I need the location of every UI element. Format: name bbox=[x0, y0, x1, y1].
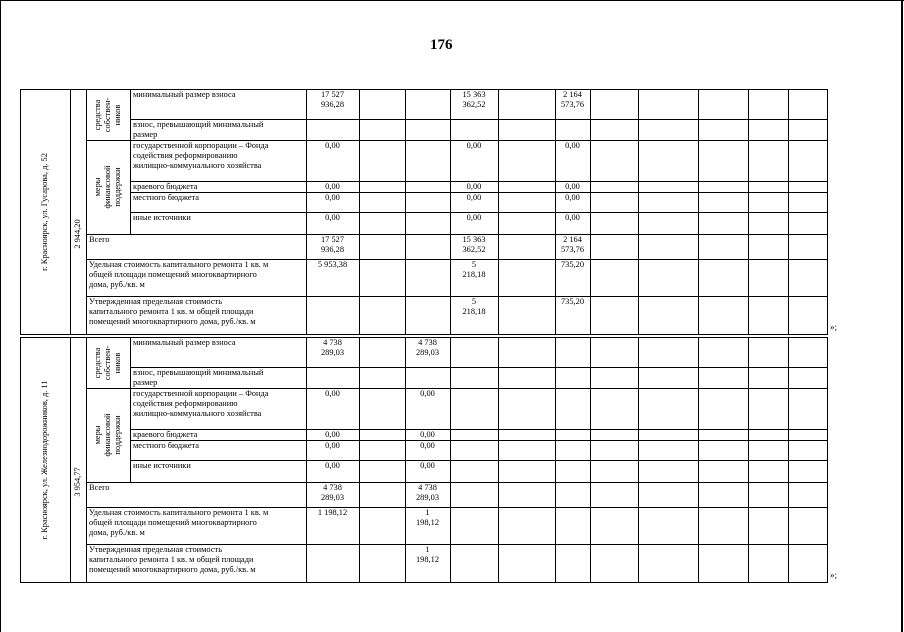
value-cell-line: 936,28 bbox=[320, 100, 345, 109]
row-label bbox=[133, 90, 236, 100]
row-label bbox=[133, 182, 198, 192]
row-label bbox=[133, 389, 268, 419]
value-cell-line: 1 bbox=[425, 508, 430, 517]
value-cell bbox=[555, 141, 590, 151]
value-cell bbox=[306, 389, 359, 399]
value-cell-line: 0,00 bbox=[325, 141, 340, 150]
value-cell bbox=[306, 483, 359, 503]
value-cell-line: 0,00 bbox=[325, 441, 340, 450]
row-label-line: минимальный размер взноса bbox=[133, 338, 236, 347]
value-cell-line: 0,00 bbox=[466, 193, 482, 202]
row-separator bbox=[86, 482, 827, 483]
value-cell-line: 5 bbox=[471, 297, 477, 306]
value-cell-line: 573,76 bbox=[560, 245, 585, 254]
row-label-line: государственной корпорации – Фонда bbox=[133, 389, 269, 398]
col-line-area bbox=[70, 337, 71, 582]
value-cell bbox=[306, 430, 359, 440]
value-cell-line: 0,00 bbox=[420, 441, 435, 450]
row-label-line: краевого бюджета bbox=[133, 182, 198, 191]
value-cell bbox=[555, 182, 590, 192]
financial-support-group: меры финансовой поддержки bbox=[93, 413, 122, 457]
row-label-line: капитального ремонта 1 кв. м общей площади bbox=[89, 307, 254, 316]
row-separator bbox=[130, 440, 827, 441]
row-label-line: государственной корпорации – Фонда bbox=[133, 141, 269, 150]
value-cell-line: 0,00 bbox=[325, 193, 340, 202]
value-cell-line: 362,52 bbox=[462, 100, 486, 109]
value-cell-line: 0,00 bbox=[466, 141, 482, 150]
value-cell-line: 218,18 bbox=[462, 307, 486, 316]
value-cell-line: 2 164 bbox=[563, 90, 582, 99]
row-separator bbox=[130, 460, 827, 461]
value-cell-line: 2 164 bbox=[563, 235, 582, 244]
row-label-line: местного бюджета bbox=[133, 193, 200, 202]
value-cell-line: 198,12 bbox=[415, 555, 440, 564]
value-cell bbox=[450, 182, 498, 192]
row-label bbox=[89, 260, 268, 290]
page-number: 176 bbox=[430, 37, 453, 53]
value-cell-line: 218,18 bbox=[462, 270, 486, 279]
value-cell bbox=[450, 260, 498, 280]
row-label-line: Всего bbox=[89, 483, 110, 492]
value-cell-line: 289,03 bbox=[415, 348, 440, 357]
row-label bbox=[133, 430, 198, 440]
value-cell bbox=[306, 508, 359, 518]
value-cell bbox=[405, 545, 450, 565]
row-label-line: Утвержденная предельная стоимость bbox=[89, 545, 223, 554]
value-cell-line: 0,00 bbox=[420, 389, 435, 398]
row-label-line: содействия реформированию bbox=[133, 151, 238, 160]
row-label bbox=[133, 193, 199, 203]
col-line-area bbox=[70, 89, 71, 334]
row-label bbox=[133, 213, 191, 223]
value-cell-line: 0,00 bbox=[466, 213, 482, 222]
value-cell bbox=[450, 235, 498, 255]
value-cell bbox=[306, 441, 359, 451]
value-cell bbox=[306, 213, 359, 223]
value-cell-line: 15 363 bbox=[462, 235, 486, 244]
value-cell bbox=[405, 508, 450, 528]
value-cell bbox=[306, 193, 359, 203]
value-cell-line: 0,00 bbox=[325, 213, 340, 222]
row-label-line: общей площади помещений многоквартирного bbox=[89, 518, 257, 527]
row-label-line: капитального ремонта 1 кв. м общей площади bbox=[89, 555, 254, 564]
row-label-line: размер bbox=[133, 130, 158, 139]
closing-quote-marker: »; bbox=[830, 322, 838, 332]
value-cell-line: 0,00 bbox=[466, 182, 482, 191]
financial-support-group: меры финансовой поддержки bbox=[93, 165, 122, 209]
value-cell bbox=[405, 461, 450, 471]
value-cell-line: 936,28 bbox=[320, 245, 345, 254]
row-label bbox=[133, 338, 236, 348]
value-cell-line: 4 738 bbox=[323, 338, 342, 347]
value-cell-line: 5 bbox=[471, 260, 477, 269]
col-line-value bbox=[827, 89, 828, 335]
value-cell bbox=[405, 441, 450, 451]
value-cell-line: 198,12 bbox=[415, 518, 440, 527]
building-area: 2 944,20 bbox=[73, 219, 82, 249]
row-label bbox=[89, 297, 256, 327]
value-cell bbox=[555, 297, 590, 307]
value-cell bbox=[306, 90, 359, 110]
value-cell bbox=[555, 90, 590, 110]
row-label-line: дома, руб./кв. м bbox=[89, 280, 145, 289]
row-label-line: иные источники bbox=[133, 213, 191, 222]
value-cell bbox=[306, 260, 359, 270]
value-cell-line: 1 bbox=[425, 545, 430, 554]
value-cell bbox=[306, 461, 359, 471]
row-label bbox=[133, 120, 263, 140]
row-label-line: помещений многоквартирного дома, руб./кв. м bbox=[89, 565, 256, 574]
value-cell-line: 0,00 bbox=[565, 193, 580, 202]
value-cell-line: 0,00 bbox=[565, 182, 580, 191]
value-cell bbox=[555, 213, 590, 223]
col-line-address bbox=[20, 89, 21, 334]
value-cell-line: 0,00 bbox=[420, 461, 435, 470]
value-cell bbox=[306, 182, 359, 192]
row-label-line: Утвержденная предельная стоимость bbox=[89, 297, 223, 306]
row-label-line: минимальный размер взноса bbox=[133, 90, 236, 99]
row-label-line: Всего bbox=[89, 235, 110, 244]
row-label-line: Удельная стоимость капитального ремонта 1 кв. м bbox=[89, 260, 269, 269]
value-cell-line: 0,00 bbox=[325, 389, 340, 398]
row-label-line: размер bbox=[133, 378, 158, 387]
row-label bbox=[89, 235, 110, 245]
value-cell-line: 4 738 bbox=[418, 338, 437, 347]
value-cell bbox=[450, 193, 498, 203]
value-cell-line: 15 363 bbox=[462, 90, 486, 99]
owners-funds-group: средства собствен-ников bbox=[93, 97, 122, 132]
value-cell bbox=[450, 90, 498, 110]
value-cell-line: 5 953,38 bbox=[317, 260, 348, 269]
value-cell-line: 4 738 bbox=[418, 483, 437, 492]
col-line-value bbox=[827, 337, 828, 583]
row-label bbox=[133, 441, 199, 451]
building-address: г. Красноярск, ул. Гусарова, д. 52 bbox=[40, 152, 49, 271]
value-cell-line: 0,00 bbox=[325, 182, 340, 191]
col-line-address bbox=[20, 337, 21, 582]
closing-quote-marker: »; bbox=[830, 570, 838, 580]
row-label-line: иные источники bbox=[133, 461, 191, 470]
section-bottom-border bbox=[20, 582, 827, 583]
value-cell bbox=[306, 338, 359, 358]
value-cell-line: 0,00 bbox=[325, 430, 340, 439]
value-cell bbox=[306, 235, 359, 255]
row-separator bbox=[130, 429, 827, 430]
value-cell bbox=[450, 141, 498, 151]
value-cell-line: 735,20 bbox=[560, 297, 585, 306]
value-cell-line: 17 527 bbox=[320, 235, 345, 244]
value-cell bbox=[405, 483, 450, 503]
value-cell-line: 735,20 bbox=[560, 260, 585, 269]
row-label bbox=[133, 461, 191, 471]
value-cell-line: 573,76 bbox=[560, 100, 585, 109]
row-label bbox=[133, 141, 268, 171]
value-cell-line: 0,00 bbox=[565, 213, 580, 222]
row-label-line: общей площади помещений многоквартирного bbox=[89, 270, 257, 279]
value-cell bbox=[555, 193, 590, 203]
value-cell-line: 362,52 bbox=[462, 245, 486, 254]
value-cell-line: 1 198,12 bbox=[317, 508, 348, 517]
value-cell bbox=[306, 141, 359, 151]
owners-funds-group: средства собствен-ников bbox=[93, 345, 122, 380]
col-line-source bbox=[86, 337, 87, 582]
section-bottom-border bbox=[20, 334, 827, 335]
value-cell-line: 4 738 bbox=[323, 483, 342, 492]
row-label-line: дома, руб./кв. м bbox=[89, 528, 145, 537]
building-area: 3 954,77 bbox=[73, 467, 82, 497]
value-cell-line: 289,03 bbox=[320, 348, 345, 357]
row-label bbox=[133, 368, 263, 388]
value-cell bbox=[405, 430, 450, 440]
value-cell bbox=[555, 235, 590, 255]
value-cell bbox=[555, 260, 590, 270]
row-label-line: содействия реформированию bbox=[133, 399, 238, 408]
row-label-line: местного бюджета bbox=[133, 441, 200, 450]
value-cell-line: 289,03 bbox=[320, 493, 345, 502]
row-label-line: взнос, превышающий минимальный bbox=[133, 120, 264, 129]
value-cell bbox=[405, 389, 450, 399]
value-cell-line: 0,00 bbox=[565, 141, 580, 150]
row-label-line: помещений многоквартирного дома, руб./кв. м bbox=[89, 317, 256, 326]
building-address: г. Красноярск, ул. Железнодорожников, д. 11 bbox=[40, 380, 49, 539]
row-label bbox=[89, 508, 268, 538]
value-cell bbox=[450, 213, 498, 223]
row-label-line: краевого бюджета bbox=[133, 430, 198, 439]
row-label-line: жилищно-коммунального хозяйства bbox=[133, 161, 262, 170]
col-line-source bbox=[86, 89, 87, 334]
row-label-line: взнос, превышающий минимальный bbox=[133, 368, 264, 377]
value-cell bbox=[405, 338, 450, 358]
value-cell bbox=[450, 297, 498, 317]
value-cell-line: 289,03 bbox=[415, 493, 440, 502]
value-cell-line: 0,00 bbox=[325, 461, 340, 470]
value-cell-line: 0,00 bbox=[420, 430, 435, 439]
row-label-line: Удельная стоимость капитального ремонта 1 кв. м bbox=[89, 508, 269, 517]
row-label bbox=[89, 483, 110, 493]
value-cell-line: 17 527 bbox=[320, 90, 345, 99]
row-label bbox=[89, 545, 256, 575]
row-label-line: жилищно-коммунального хозяйства bbox=[133, 409, 262, 418]
